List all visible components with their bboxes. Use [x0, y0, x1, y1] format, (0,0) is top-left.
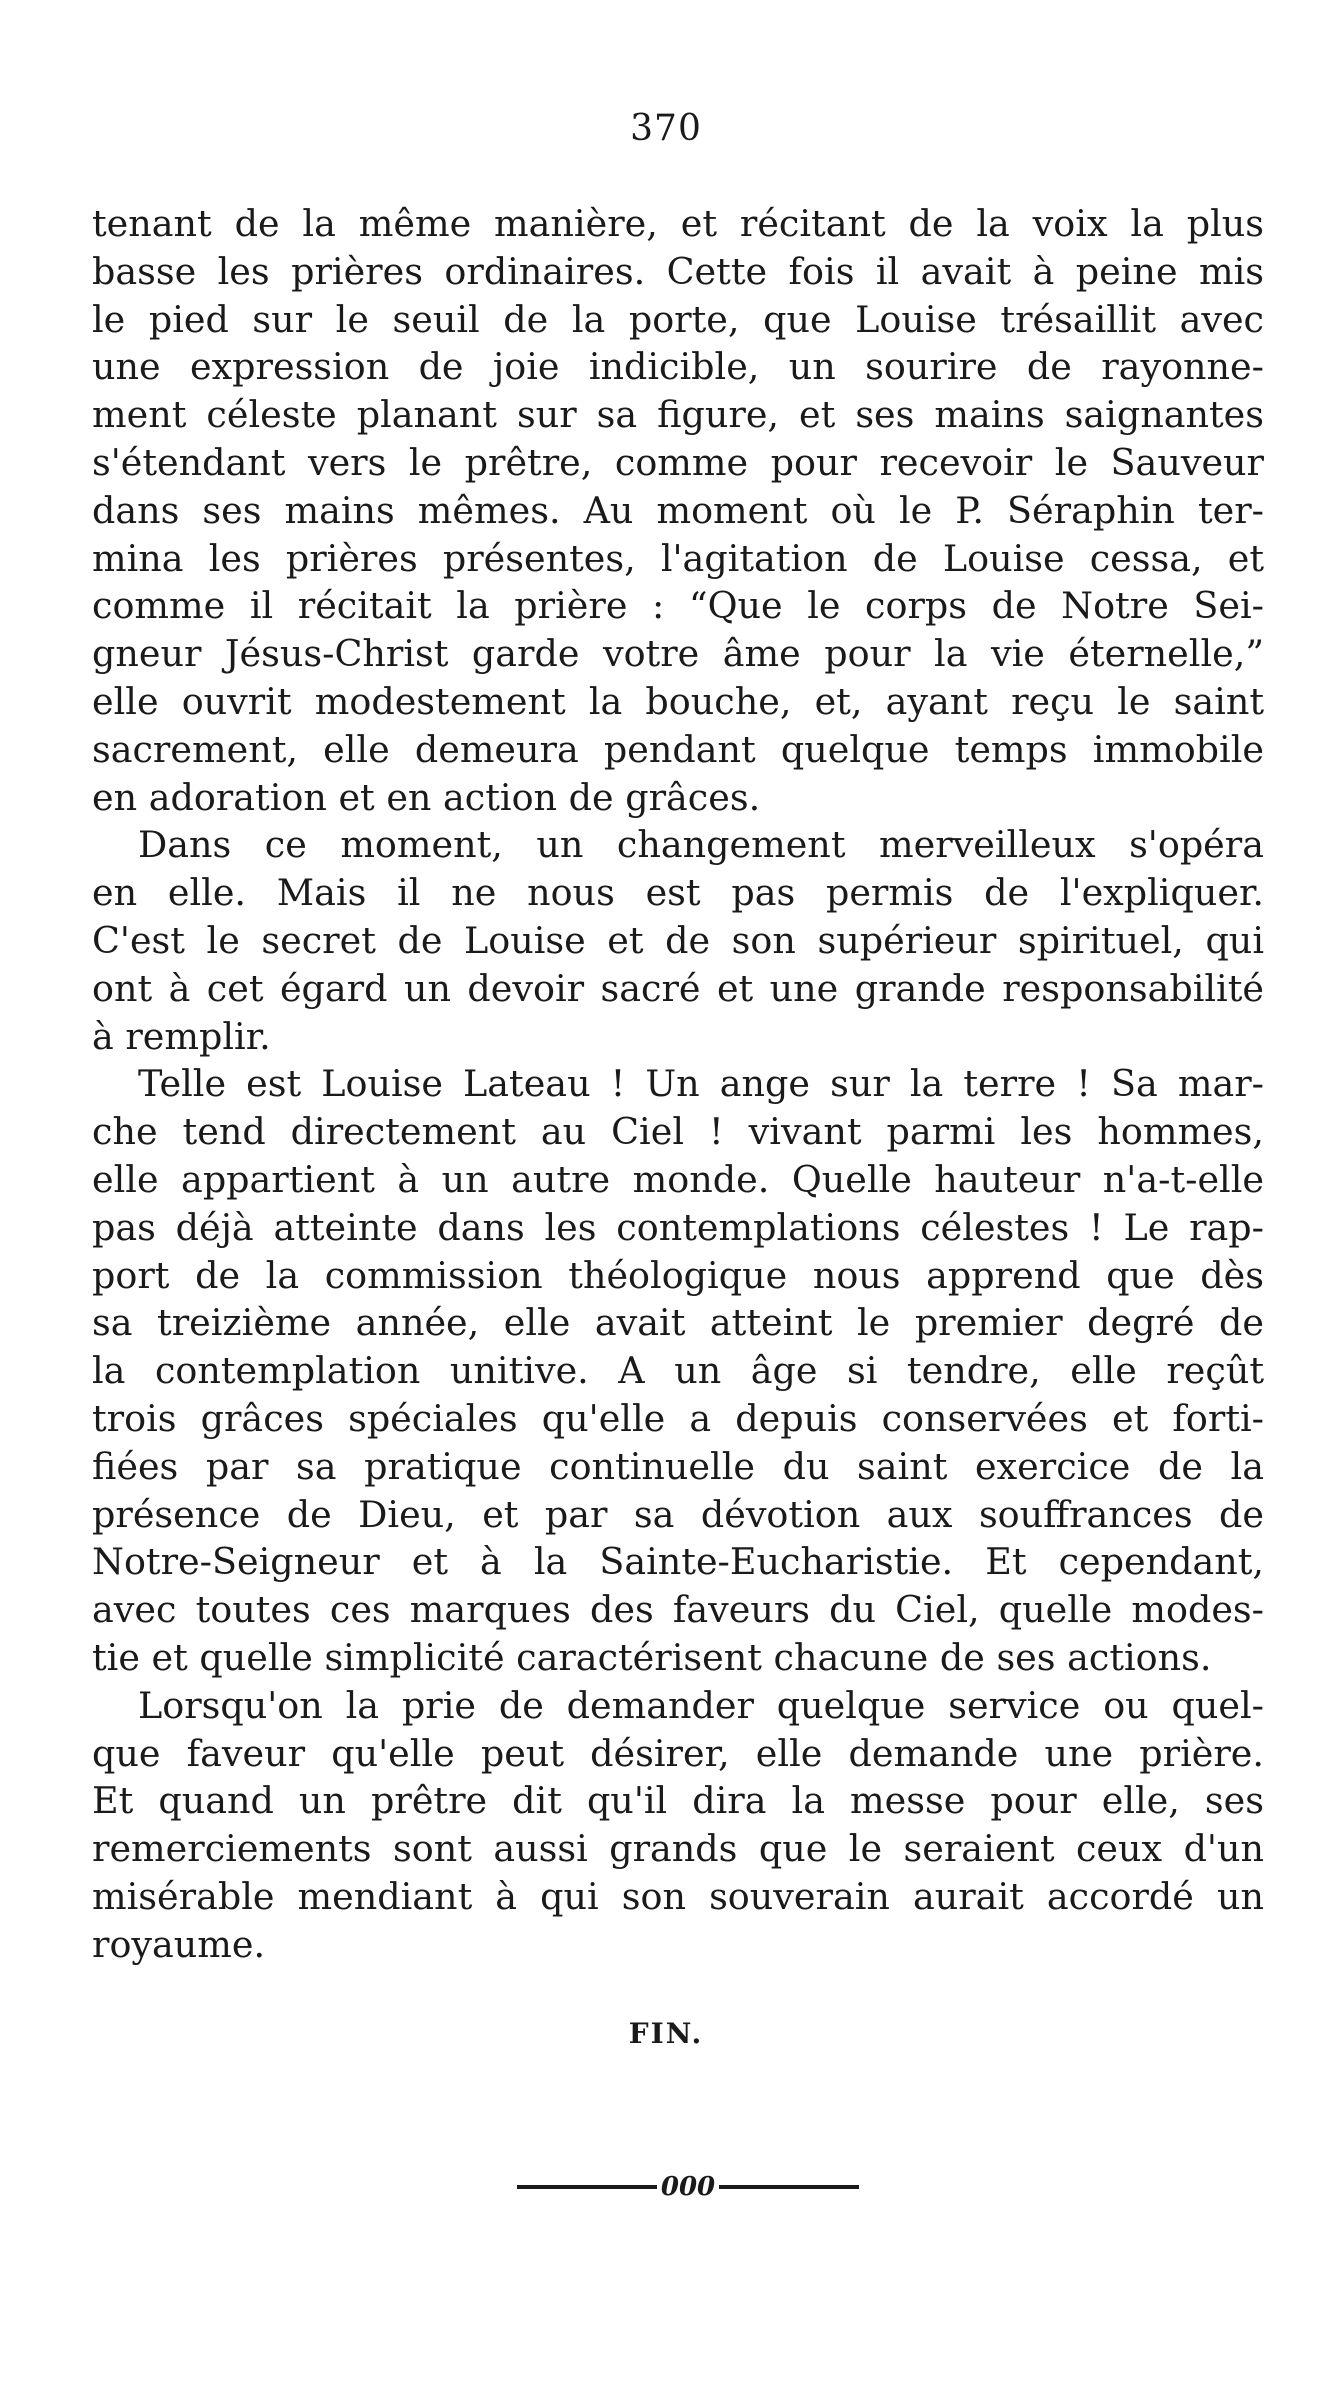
text-line: fiées par sa pratique continuelle du saint exercice de la [92, 1444, 1264, 1488]
text-line: sa treizième année, elle avait atteint le premier degré de [92, 1301, 1264, 1345]
text-line: ont à cet égard un devoir sacré et une grande responsabilité [92, 966, 1264, 1010]
text-line: Telle est Louise Lateau ! Un ange sur la terre ! Sa mar- [138, 1062, 1264, 1106]
text-line: elle ouvrit modestement la bouche, et, ayant reçu le saint [92, 679, 1264, 723]
text-line: trois grâces spéciales qu'elle a depuis conservées et forti- [92, 1396, 1264, 1440]
text-line: pas déjà atteinte dans les contemplations célestes ! Le rap- [92, 1205, 1264, 1249]
text-line: Dans ce moment, un changement merveilleux s'opéra [138, 823, 1264, 867]
text-line: tenant de la même manière, et récitant de la voix la plus [92, 202, 1264, 245]
text-line: C'est le secret de Louise et de son supérieur spirituel, qui [92, 918, 1264, 962]
paragraph-1 [92, 200, 1264, 821]
end-ornament [508, 2172, 868, 2202]
text-line: che tend directement au Ciel ! vivant parmi les hommes, [92, 1110, 1264, 1154]
body-text [92, 200, 1264, 1968]
text-line: dans ses mains mêmes. Au moment où le P. Séraphin ter- [92, 488, 1264, 532]
text-line: Lorsqu'on la prie de demander quelque service ou quel- [138, 1683, 1264, 1727]
fin-label: FIN. [628, 2017, 704, 2050]
text-line: en adoration et en action de grâces. [92, 775, 761, 819]
ornament-rule-left [517, 2185, 657, 2189]
text-line: comme il récitait la prière : “Que le corps de Notre Sei- [92, 584, 1264, 628]
text-line: Notre-Seigneur et à la Sainte-Eucharistie. Et cependant, [92, 1540, 1264, 1584]
text-line: sacrement, elle demeura pendant quelque temps immobile [92, 727, 1264, 771]
ornament-mark: 000 [660, 2172, 716, 2202]
text-line: remerciements sont aussi grands que le seraient ceux d'un [92, 1827, 1264, 1871]
page-number: 370 [630, 108, 702, 149]
paragraph-3 [92, 1060, 1264, 1681]
text-line: le pied sur le seuil de la porte, que Louise trésaillit avec [92, 297, 1264, 341]
text-line: mina les prières présentes, l'agitation de Louise cessa, et [92, 536, 1264, 580]
paragraph-4 [92, 1682, 1264, 1969]
text-line: une expression de joie indicible, un sourire de rayonne- [92, 345, 1264, 389]
paragraph-2 [92, 821, 1264, 1060]
text-line: s'étendant vers le prêtre, comme pour recevoir le Sauveur [92, 440, 1264, 484]
text-line: en elle. Mais il ne nous est pas permis de l'expliquer. [92, 871, 1264, 915]
text-line: que faveur qu'elle peut désirer, elle demande une prière. [92, 1731, 1264, 1775]
text-line: basse les prières ordinaires. Cette fois il avait à peine mis [92, 249, 1264, 293]
text-line: misérable mendiant à qui son souverain aurait accordé un [92, 1874, 1264, 1918]
text-line: la contemplation unitive. A un âge si tendre, elle reçût [92, 1349, 1264, 1393]
text-line: ment céleste planant sur sa figure, et ses mains saignantes [92, 393, 1264, 437]
ornament-rule-right [719, 2185, 859, 2189]
text-line: tie et quelle simplicité caractérisent chacune de ses actions. [92, 1635, 1212, 1679]
text-line: royaume. [92, 1922, 266, 1966]
text-line: présence de Dieu, et par sa dévotion aux souffrances de [92, 1492, 1264, 1536]
text-line: port de la commission théologique nous apprend que dès [92, 1253, 1264, 1297]
text-line: gneur Jésus-Christ garde votre âme pour la vie éternelle,” [92, 632, 1264, 676]
text-line: avec toutes ces marques des faveurs du Ciel, quelle modes- [92, 1588, 1264, 1632]
text-line: elle appartient à un autre monde. Quelle hauteur n'a-t-elle [92, 1157, 1264, 1201]
text-line: à remplir. [92, 1014, 271, 1058]
text-line: Et quand un prêtre dit qu'il dira la messe pour elle, ses [92, 1779, 1264, 1823]
